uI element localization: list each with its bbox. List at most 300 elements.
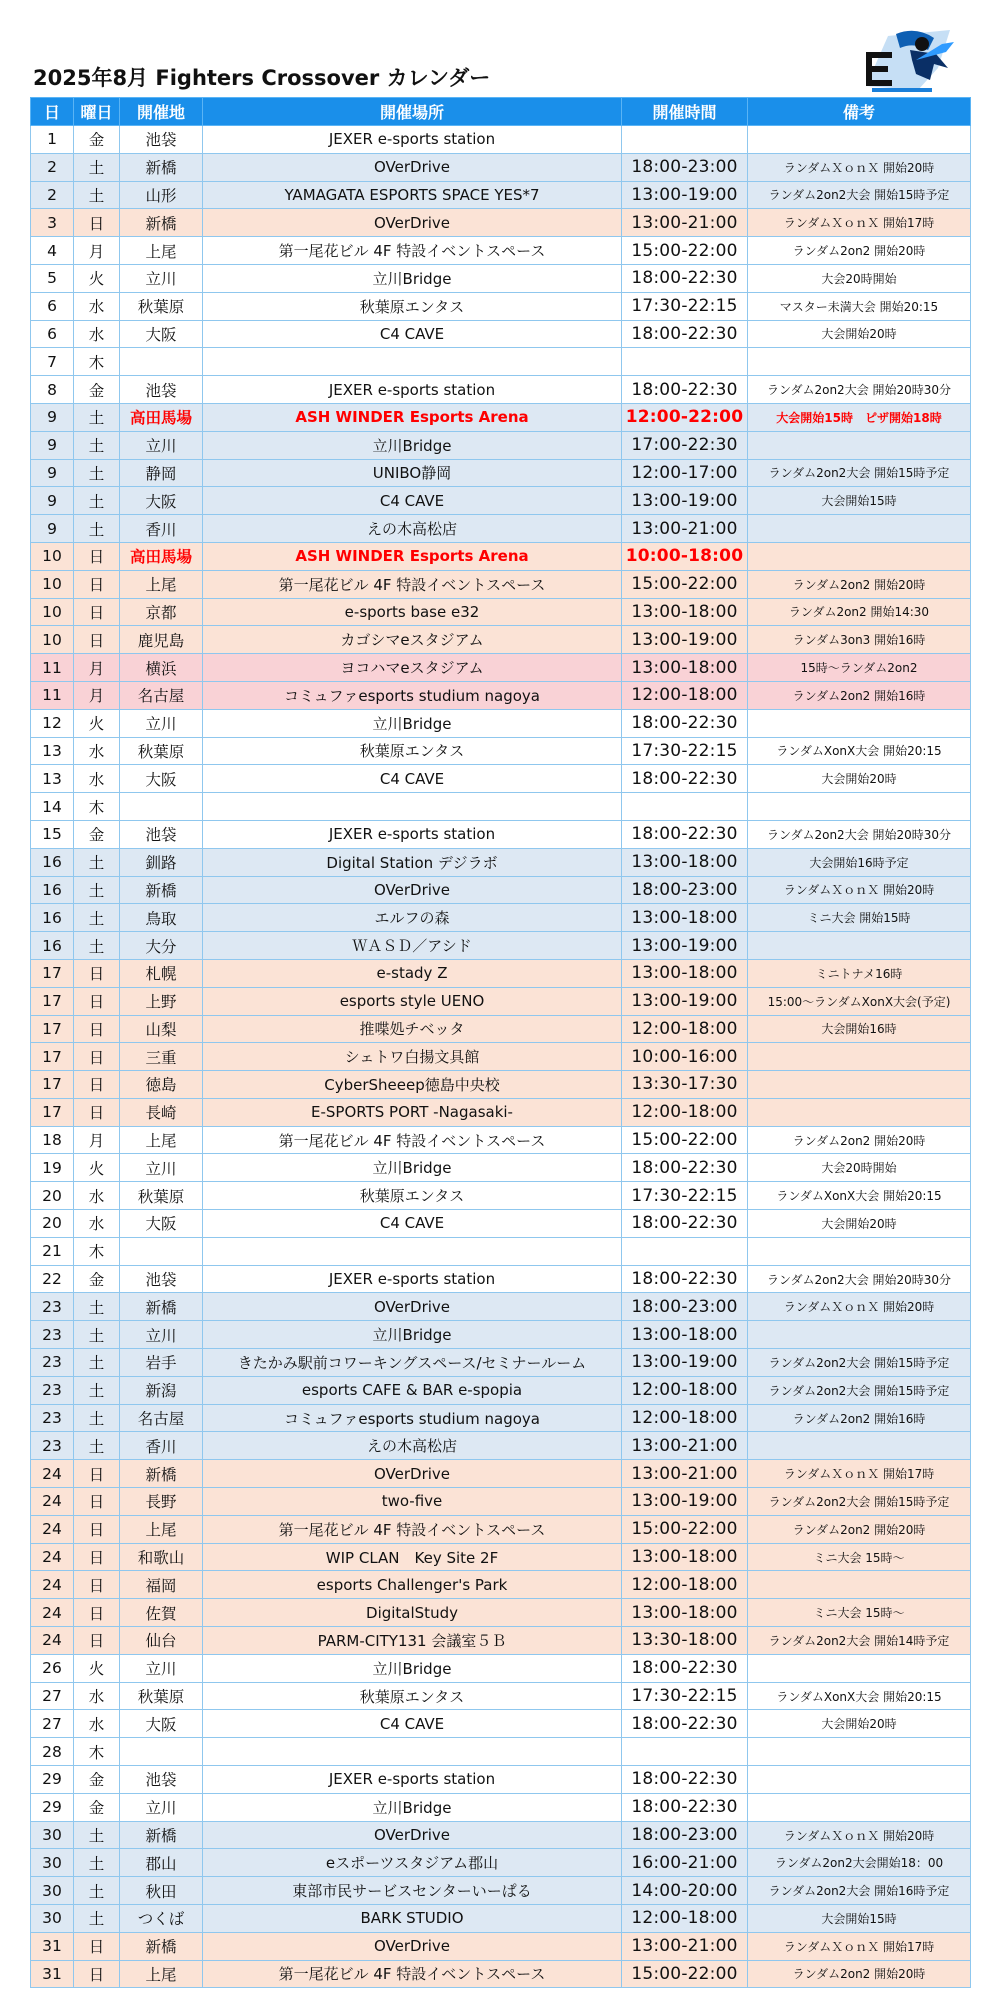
weekday-cell: 金 [74,1766,120,1794]
table-row [31,459,971,487]
city-cell: 山梨 [120,1015,203,1043]
table-row [31,1126,971,1154]
weekday-cell: 月 [74,654,120,682]
note-cell: 大会開始20時 [748,320,971,348]
time-cell: 18:00-22:30 [622,1766,748,1794]
city-cell: 新橋 [120,1293,203,1321]
table-row [31,1265,971,1293]
venue-cell: esports style UENO [203,987,622,1015]
day-cell: 24 [31,1571,74,1599]
table-row [31,1210,971,1238]
time-cell: 18:00-22:30 [622,264,748,292]
time-cell: 18:00-22:30 [622,1265,748,1293]
day-cell: 27 [31,1710,74,1738]
weekday-cell: 土 [74,1404,120,1432]
time-cell: 13:00-19:00 [622,932,748,960]
day-cell: 17 [31,1043,74,1071]
time-cell: 13:00-19:00 [622,987,748,1015]
day-cell: 23 [31,1349,74,1377]
venue-cell: OVerDrive [203,1821,622,1849]
note-cell [748,1098,971,1126]
venue-cell: ASH WINDER Esports Arena [203,542,622,570]
table-row [31,1098,971,1126]
venue-cell: 立川Bridge [203,431,622,459]
table-row [31,1710,971,1738]
time-cell: 13:00-21:00 [622,1432,748,1460]
note-cell [748,1738,971,1766]
table-row [31,1043,971,1071]
table-row [31,1627,971,1655]
time-cell: 10:00-16:00 [622,1043,748,1071]
venue-cell: esports CAFE & BAR e-spopia [203,1376,622,1404]
day-cell: 11 [31,654,74,682]
venue-cell: コミュファesports studium nagoya [203,681,622,709]
day-cell: 19 [31,1154,74,1182]
note-cell: ミニ大会 15時～ [748,1543,971,1571]
note-cell: ランダム2on2大会 開始16時予定 [748,1877,971,1905]
weekday-cell: 土 [74,1905,120,1933]
time-cell: 14:00-20:00 [622,1877,748,1905]
day-cell: 9 [31,403,74,431]
day-cell: 13 [31,737,74,765]
event-calendar-table [30,97,971,1988]
day-cell: 6 [31,320,74,348]
day-cell: 22 [31,1265,74,1293]
table-row [31,1432,971,1460]
city-cell: 池袋 [120,820,203,848]
city-cell: 立川 [120,1321,203,1349]
day-cell: 10 [31,598,74,626]
city-cell: 立川 [120,1154,203,1182]
time-cell: 13:00-19:00 [622,487,748,515]
day-cell: 9 [31,459,74,487]
city-cell: 立川 [120,1654,203,1682]
venue-cell: 立川Bridge [203,1321,622,1349]
weekday-cell: 水 [74,737,120,765]
table-row [31,1766,971,1794]
note-cell: ランダムXonX大会 開始20:15 [748,737,971,765]
table-row [31,292,971,320]
weekday-cell: 日 [74,1515,120,1543]
day-cell: 6 [31,292,74,320]
day-cell: 17 [31,1071,74,1099]
day-cell: 24 [31,1599,74,1627]
weekday-cell: 火 [74,1154,120,1182]
day-cell: 31 [31,1960,74,1988]
table-row [31,987,971,1015]
note-cell [748,1071,971,1099]
venue-cell [203,1738,622,1766]
day-cell: 16 [31,848,74,876]
city-cell: 池袋 [120,1265,203,1293]
time-cell: 13:00-21:00 [622,515,748,543]
city-cell: 上尾 [120,237,203,265]
venue-cell: 秋葉原エンタス [203,1682,622,1710]
city-cell: 新橋 [120,153,203,181]
weekday-cell: 土 [74,1877,120,1905]
city-cell: 香川 [120,515,203,543]
note-cell [748,1654,971,1682]
city-cell: 郡山 [120,1849,203,1877]
city-cell: 名古屋 [120,1404,203,1432]
weekday-cell: 火 [74,1654,120,1682]
venue-cell: ASH WINDER Esports Arena [203,403,622,431]
city-cell: 長崎 [120,1098,203,1126]
weekday-cell: 日 [74,1543,120,1571]
weekday-cell: 木 [74,1738,120,1766]
day-cell: 17 [31,959,74,987]
weekday-cell: 水 [74,1682,120,1710]
day-cell: 2 [31,181,74,209]
venue-cell: UNIBO静岡 [203,459,622,487]
table-row [31,376,971,404]
table-row [31,737,971,765]
venue-cell: OVerDrive [203,1460,622,1488]
weekday-cell: 日 [74,1960,120,1988]
note-cell: ミニ大会 開始15時 [748,904,971,932]
venue-cell: シェトワ白揚文具館 [203,1043,622,1071]
header-time: 開催時間 [622,98,748,126]
header-weekday: 曜日 [74,98,120,126]
time-cell: 13:00-19:00 [622,1488,748,1516]
note-cell: ランダムＸｏｎＸ 開始20時 [748,1293,971,1321]
day-cell: 29 [31,1793,74,1821]
time-cell: 18:00-22:30 [622,1793,748,1821]
weekday-cell: 日 [74,1460,120,1488]
note-cell [748,431,971,459]
time-cell: 12:00-18:00 [622,1098,748,1126]
weekday-cell: 土 [74,1293,120,1321]
day-cell: 30 [31,1877,74,1905]
time-cell [622,793,748,821]
note-cell [748,709,971,737]
venue-cell: 東部市民サービスセンターいーぱる [203,1877,622,1905]
weekday-cell: 月 [74,237,120,265]
time-cell: 13:00-21:00 [622,1932,748,1960]
table-row [31,1849,971,1877]
table-row [31,1960,971,1988]
venue-cell: JEXER e-sports station [203,1265,622,1293]
city-cell: 高田馬場 [120,542,203,570]
city-cell: 福岡 [120,1571,203,1599]
city-cell: 名古屋 [120,681,203,709]
city-cell [120,1237,203,1265]
venue-cell: 立川Bridge [203,1154,622,1182]
venue-cell: Digital Station デジラボ [203,848,622,876]
city-cell: 香川 [120,1432,203,1460]
time-cell: 13:00-18:00 [622,598,748,626]
table-row [31,1293,971,1321]
time-cell: 13:00-21:00 [622,1460,748,1488]
city-cell: 池袋 [120,376,203,404]
city-cell: 秋田 [120,1877,203,1905]
venue-cell: C4 CAVE [203,1210,622,1238]
day-cell: 3 [31,209,74,237]
note-cell [748,542,971,570]
table-row [31,681,971,709]
day-cell: 10 [31,570,74,598]
time-cell: 18:00-22:30 [622,820,748,848]
venue-cell: 第一尾花ビル 4F 特設イベントスペース [203,570,622,598]
note-cell [748,348,971,376]
time-cell: 10:00-18:00 [622,542,748,570]
table-row [31,542,971,570]
day-cell: 28 [31,1738,74,1766]
note-cell: ランダム2on2大会 開始15時予定 [748,181,971,209]
city-cell: 長野 [120,1488,203,1516]
note-cell: ランダム2on2大会開始18：00 [748,1849,971,1877]
city-cell: 新潟 [120,1376,203,1404]
weekday-cell: 水 [74,765,120,793]
city-cell: 岩手 [120,1349,203,1377]
day-cell: 15 [31,820,74,848]
venue-cell: 第一尾花ビル 4F 特設イベントスペース [203,1960,622,1988]
table-row [31,1599,971,1627]
time-cell [622,348,748,376]
day-cell: 17 [31,1098,74,1126]
time-cell: 18:00-23:00 [622,1293,748,1321]
city-cell: 高田馬場 [120,403,203,431]
weekday-cell: 日 [74,1488,120,1516]
day-cell: 17 [31,1015,74,1043]
venue-cell: JEXER e-sports station [203,376,622,404]
note-cell: ランダムＸｏｎＸ 開始17時 [748,1932,971,1960]
note-cell: ランダム2on2大会 開始20時30分 [748,376,971,404]
table-row [31,1154,971,1182]
day-cell: 11 [31,681,74,709]
venue-cell: two-five [203,1488,622,1516]
weekday-cell: 火 [74,264,120,292]
day-cell: 9 [31,487,74,515]
city-cell: 大阪 [120,765,203,793]
day-cell: 24 [31,1543,74,1571]
table-row [31,1543,971,1571]
time-cell: 15:00-22:00 [622,1960,748,1988]
day-cell: 8 [31,376,74,404]
weekday-cell: 土 [74,904,120,932]
day-cell: 10 [31,542,74,570]
weekday-cell: 土 [74,848,120,876]
city-cell: 立川 [120,264,203,292]
note-cell: ランダムXonX大会 開始20:15 [748,1682,971,1710]
city-cell: 札幌 [120,959,203,987]
venue-cell: ヨコハマeスタジアム [203,654,622,682]
note-cell: ランダム2on2 開始20時 [748,1126,971,1154]
time-cell: 12:00-17:00 [622,459,748,487]
day-cell: 14 [31,793,74,821]
table-row [31,598,971,626]
city-cell: 静岡 [120,459,203,487]
header-city: 開催地 [120,98,203,126]
table-row [31,264,971,292]
note-cell: ミニ大会 15時～ [748,1599,971,1627]
table-row [31,1015,971,1043]
time-cell: 17:30-22:15 [622,1182,748,1210]
note-cell: ランダム2on2 開始20時 [748,1515,971,1543]
weekday-cell: 金 [74,376,120,404]
day-cell: 16 [31,876,74,904]
time-cell: 13:00-18:00 [622,1543,748,1571]
city-cell: 秋葉原 [120,1682,203,1710]
day-cell: 9 [31,515,74,543]
day-cell: 17 [31,987,74,1015]
table-row [31,1571,971,1599]
table-row [31,126,971,154]
note-cell: ランダム2on2 開始20時 [748,237,971,265]
table-row [31,1877,971,1905]
weekday-cell: 日 [74,209,120,237]
weekday-cell: 日 [74,1599,120,1627]
city-cell: 上尾 [120,1515,203,1543]
city-cell: 立川 [120,1793,203,1821]
time-cell: 12:00-22:00 [622,403,748,431]
table-row [31,431,971,459]
venue-cell: 推喋処チベッタ [203,1015,622,1043]
header-venue: 開催場所 [203,98,622,126]
weekday-cell: 土 [74,932,120,960]
venue-cell: C4 CAVE [203,1710,622,1738]
table-row [31,1321,971,1349]
page-title: 2025年8月 Fighters Crossover カレンダー [33,66,491,90]
weekday-cell: 土 [74,459,120,487]
venue-cell: 秋葉原エンタス [203,1182,622,1210]
time-cell [622,1237,748,1265]
note-cell: ミニトナメ16時 [748,959,971,987]
note-cell: ランダム2on2大会 開始20時30分 [748,820,971,848]
note-cell [748,1237,971,1265]
table-row [31,237,971,265]
weekday-cell: 土 [74,515,120,543]
note-cell: ランダム2on2大会 開始15時予定 [748,1488,971,1516]
note-cell: ランダムXonX大会 開始20:15 [748,1182,971,1210]
city-cell: 池袋 [120,1766,203,1794]
note-cell: ランダム2on2 開始14:30 [748,598,971,626]
note-cell [748,126,971,154]
venue-cell: OVerDrive [203,1293,622,1321]
table-row [31,820,971,848]
note-cell: ランダムＸｏｎＸ 開始20時 [748,1821,971,1849]
weekday-cell: 日 [74,1932,120,1960]
time-cell: 17:30-22:15 [622,1682,748,1710]
weekday-cell: 土 [74,1849,120,1877]
venue-cell: 第一尾花ビル 4F 特設イベントスペース [203,237,622,265]
table-row [31,1793,971,1821]
note-cell [748,932,971,960]
note-cell: 大会開始20時 [748,1710,971,1738]
venue-cell: えの木高松店 [203,515,622,543]
venue-cell: きたかみ駅前コワーキングスペース/セミナールーム [203,1349,622,1377]
venue-cell: OVerDrive [203,876,622,904]
weekday-cell: 日 [74,1571,120,1599]
city-cell: 京都 [120,598,203,626]
day-cell: 12 [31,709,74,737]
weekday-cell: 土 [74,1821,120,1849]
table-row [31,1932,971,1960]
note-cell: 大会開始15時 [748,487,971,515]
time-cell: 15:00-22:00 [622,1515,748,1543]
time-cell: 18:00-23:00 [622,876,748,904]
city-cell: 上尾 [120,1126,203,1154]
table-row [31,570,971,598]
city-cell: 新橋 [120,209,203,237]
table-row [31,793,971,821]
note-cell: 15:00～ランダムXonX大会(予定) [748,987,971,1015]
venue-cell: OVerDrive [203,153,622,181]
time-cell: 12:00-18:00 [622,1404,748,1432]
table-row [31,1654,971,1682]
table-header-row [31,98,971,126]
table-row [31,904,971,932]
day-cell: 2 [31,153,74,181]
header-day: 日 [31,98,74,126]
time-cell: 13:00-19:00 [622,626,748,654]
weekday-cell: 水 [74,1710,120,1738]
note-cell: ランダム2on2 開始16時 [748,681,971,709]
time-cell: 15:00-22:00 [622,1126,748,1154]
time-cell: 12:00-18:00 [622,1571,748,1599]
time-cell: 13:00-19:00 [622,181,748,209]
weekday-cell: 火 [74,709,120,737]
time-cell: 18:00-22:30 [622,1654,748,1682]
table-row [31,1821,971,1849]
venue-cell: C4 CAVE [203,320,622,348]
venue-cell: 第一尾花ビル 4F 特設イベントスペース [203,1126,622,1154]
venue-cell: ＷＡＳＤ／アシド [203,932,622,960]
time-cell: 13:00-18:00 [622,1321,748,1349]
table-row [31,876,971,904]
table-row [31,153,971,181]
venue-cell: 立川Bridge [203,1654,622,1682]
day-cell: 10 [31,626,74,654]
venue-cell [203,793,622,821]
time-cell: 18:00-23:00 [622,153,748,181]
time-cell: 13:00-18:00 [622,654,748,682]
day-cell: 23 [31,1376,74,1404]
city-cell [120,1738,203,1766]
venue-cell: C4 CAVE [203,487,622,515]
note-cell: ランダムＸｏｎＸ 開始17時 [748,209,971,237]
weekday-cell: 金 [74,820,120,848]
time-cell: 18:00-22:30 [622,709,748,737]
weekday-cell: 金 [74,1265,120,1293]
city-cell: 三重 [120,1043,203,1071]
table-row [31,348,971,376]
venue-cell: eスポーツスタジアム郡山 [203,1849,622,1877]
venue-cell: E-SPORTS PORT -Nagasaki- [203,1098,622,1126]
day-cell: 24 [31,1515,74,1543]
table-row [31,1515,971,1543]
venue-cell: 秋葉原エンタス [203,737,622,765]
city-cell: 新橋 [120,876,203,904]
table-row [31,1237,971,1265]
day-cell: 23 [31,1293,74,1321]
venue-cell: 立川Bridge [203,264,622,292]
weekday-cell: 水 [74,292,120,320]
time-cell: 13:00-18:00 [622,1599,748,1627]
table-row [31,959,971,987]
city-cell: 大阪 [120,1210,203,1238]
day-cell: 16 [31,932,74,960]
table-row [31,1738,971,1766]
note-cell: ランダム3on3 開始16時 [748,626,971,654]
venue-cell: エルフの森 [203,904,622,932]
venue-cell: PARM-CITY131 会議室５Ｂ [203,1627,622,1655]
time-cell: 13:00-18:00 [622,904,748,932]
city-cell: 立川 [120,431,203,459]
table-row [31,1404,971,1432]
venue-cell: コミュファesports studium nagoya [203,1404,622,1432]
weekday-cell: 日 [74,1071,120,1099]
